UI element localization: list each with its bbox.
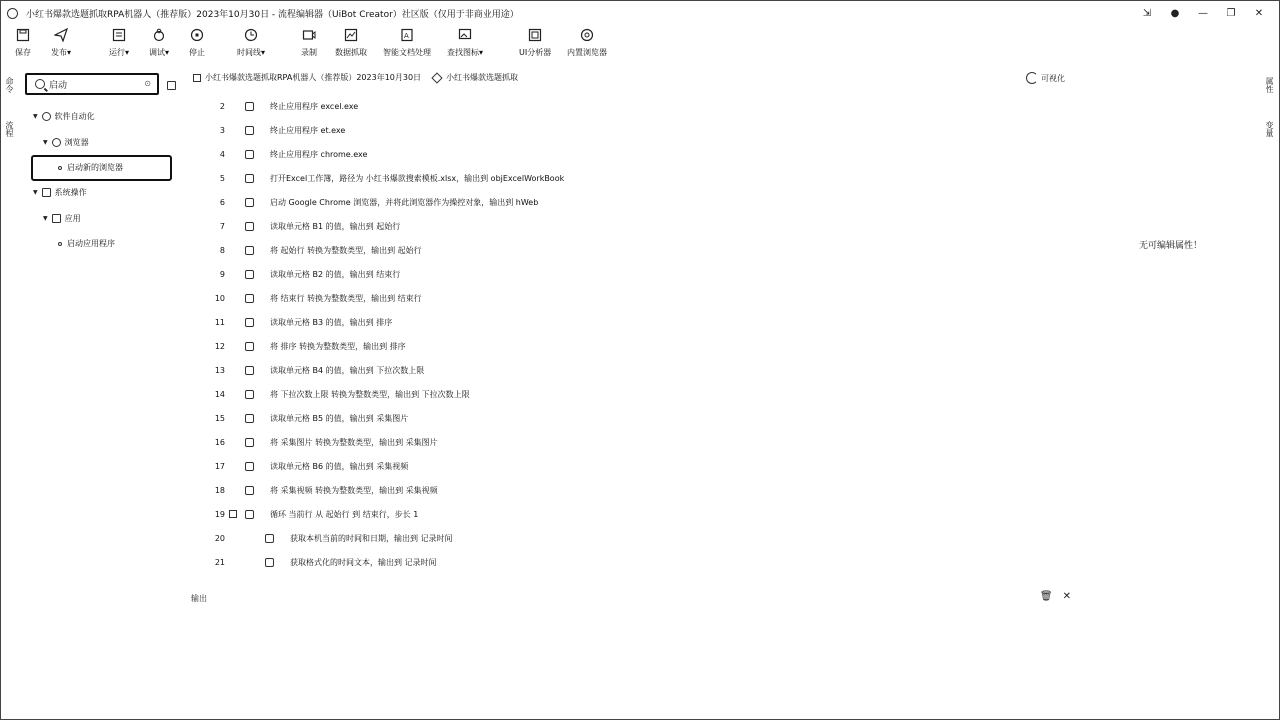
- line-number: 15: [214, 413, 225, 423]
- code-line[interactable]: [201, 146, 367, 162]
- publish-button[interactable]: 发布▾: [51, 27, 71, 58]
- debug-button[interactable]: 调试▾: [149, 27, 169, 58]
- chevron-down-icon: ▼: [33, 113, 38, 120]
- code-line[interactable]: [201, 242, 422, 258]
- line-number: 19: [214, 509, 225, 519]
- command-icon: [245, 486, 254, 495]
- tab-flow[interactable]: 流程: [5, 121, 14, 137]
- idp-button[interactable]: A 智能文档处理: [383, 27, 431, 58]
- svg-text:A: A: [404, 32, 409, 40]
- save-icon: [15, 27, 31, 43]
- line-number: 2: [219, 101, 225, 111]
- line-text: 获取格式化的时间文本，输出到 记录时间: [290, 557, 437, 567]
- line-text: 读取单元格 B3 的值，输出到 排序: [270, 317, 393, 327]
- code-line[interactable]: [201, 506, 418, 522]
- code-line[interactable]: [201, 122, 345, 138]
- code-line[interactable]: [201, 290, 422, 306]
- code-line[interactable]: [201, 338, 406, 354]
- tree-item-browser[interactable]: ▼ 浏览器: [43, 138, 89, 147]
- line-number: 12: [214, 341, 225, 351]
- line-number: 5: [219, 173, 225, 183]
- toggle-icon: [1026, 72, 1038, 84]
- command-icon: [245, 174, 254, 183]
- code-line[interactable]: [201, 410, 408, 426]
- app-logo-icon: [7, 8, 18, 19]
- command-icon: [245, 102, 254, 111]
- search-icon: [35, 79, 45, 89]
- line-text: 将 下拉次数上限 转换为整数类型，输出到 下拉次数上限: [270, 389, 470, 399]
- stop-button[interactable]: 停止: [189, 27, 205, 58]
- code-line[interactable]: [201, 434, 438, 450]
- command-icon: [245, 510, 254, 519]
- line-text: 将 结束行 转换为整数类型，输出到 结束行: [270, 293, 422, 303]
- code-line[interactable]: [201, 98, 358, 114]
- line-number: 4: [219, 149, 225, 159]
- command-icon: [245, 390, 254, 399]
- code-line[interactable]: [201, 362, 424, 378]
- command-icon: [245, 150, 254, 159]
- timeline-button[interactable]: 时间线▾: [237, 27, 265, 58]
- code-line[interactable]: [201, 314, 392, 330]
- line-text: 将 起始行 转换为整数类型，输出到 起始行: [270, 245, 422, 255]
- line-number: 16: [214, 437, 225, 447]
- window-title: 小红书爆款选题抓取RPA机器人（推荐版）2023年10月30日 - 流程编辑器（UiBot Creator）社区版（仅用于非商业用途）: [26, 9, 519, 20]
- line-number: 8: [219, 245, 225, 255]
- publish-icon: [53, 27, 69, 43]
- chevron-down-icon: ▼: [43, 215, 48, 222]
- find-image-button[interactable]: 查找图标▾: [447, 27, 483, 58]
- tree-item-launch-browser[interactable]: 启动新的浏览器: [58, 162, 123, 173]
- line-text: 将 采集视频 转换为整数类型，输出到 采集视频: [270, 485, 438, 495]
- code-line[interactable]: [201, 554, 437, 570]
- data-scrape-icon: [343, 27, 359, 43]
- code-line[interactable]: [201, 218, 400, 234]
- line-number: 13: [214, 365, 225, 375]
- command-icon: [265, 534, 274, 543]
- maximize-button[interactable]: ❐: [1226, 7, 1236, 19]
- line-number: 17: [214, 461, 225, 471]
- record-button[interactable]: 录制: [301, 27, 317, 58]
- breadcrumb-flow[interactable]: 小红书爆款选题抓取RPA机器人（推荐版）2023年10月30日: [205, 73, 422, 82]
- line-text: 终止应用程序 chrome.exe: [270, 149, 368, 159]
- chevron-down-icon: ▼: [33, 189, 38, 196]
- trash-icon[interactable]: 🗑: [1039, 591, 1053, 602]
- command-icon: [245, 342, 254, 351]
- browser-tree-icon: [52, 138, 61, 147]
- block-icon: [431, 72, 442, 83]
- line-number: 11: [214, 317, 225, 327]
- ui-analyzer-icon: [527, 27, 543, 43]
- command-icon: [245, 126, 254, 135]
- stop-icon: [189, 27, 205, 43]
- command-icon: [245, 318, 254, 327]
- help-icon[interactable]: ●: [1170, 7, 1180, 19]
- debug-icon: [151, 27, 167, 43]
- builtin-browser-button[interactable]: 内置浏览器: [567, 27, 607, 58]
- line-number: 7: [219, 221, 225, 231]
- browser-icon: [579, 27, 595, 43]
- minimize-button[interactable]: —: [1198, 7, 1208, 19]
- command-icon: [245, 462, 254, 471]
- find-image-icon: [457, 27, 473, 43]
- command-icon: [245, 270, 254, 279]
- command-icon: [245, 438, 254, 447]
- code-line[interactable]: [201, 386, 470, 402]
- command-icon: [245, 366, 254, 375]
- line-text: 读取单元格 B1 的值，输出到 起始行: [270, 221, 401, 231]
- line-number: 20: [214, 533, 225, 543]
- collapse-panel-icon[interactable]: [167, 81, 176, 90]
- line-text: 启动 Google Chrome 浏览器，并将此浏览器作为操控对象，输出到 hWeb: [270, 197, 539, 207]
- search-input[interactable]: [49, 79, 139, 89]
- line-text: 读取单元格 B2 的值，输出到 结束行: [270, 269, 401, 279]
- code-line[interactable]: [201, 194, 538, 210]
- tab-properties[interactable]: 属性: [1265, 77, 1274, 93]
- layout-icon[interactable]: ⇲: [1142, 7, 1152, 19]
- code-line[interactable]: [201, 266, 400, 282]
- code-line[interactable]: [201, 530, 453, 546]
- code-line[interactable]: [201, 458, 408, 474]
- line-text: 终止应用程序 et.exe: [270, 125, 346, 135]
- idp-icon: [399, 27, 415, 43]
- command-icon: [245, 198, 254, 207]
- ui-analyzer-button[interactable]: UI分析器: [519, 27, 551, 58]
- data-scrape-button[interactable]: 数据抓取: [335, 27, 367, 58]
- command-search: [25, 73, 159, 95]
- search-clear-icon[interactable]: ⊙: [144, 79, 151, 88]
- save-button[interactable]: 保存: [15, 27, 31, 58]
- line-text: 打开Excel工作簿，路径为 小红书爆款搜索模板.xlsx，输出到 objExcelWorkBook: [270, 173, 565, 183]
- breadcrumb-block[interactable]: 小红书爆款选题抓取: [446, 73, 519, 82]
- automation-icon: [42, 112, 51, 121]
- line-number: 10: [214, 293, 225, 303]
- close-button[interactable]: ✕: [1254, 7, 1264, 19]
- close-output-icon[interactable]: ✕: [1062, 591, 1071, 602]
- record-icon: [301, 27, 317, 43]
- line-number: 18: [214, 485, 225, 495]
- output-label: 输出: [191, 593, 207, 603]
- code-line[interactable]: [201, 482, 438, 498]
- visual-toggle[interactable]: 可视化: [1026, 72, 1065, 84]
- line-number: 21: [214, 557, 225, 567]
- command-icon: [245, 222, 254, 231]
- timeline-icon: [243, 27, 259, 43]
- flow-icon: [193, 74, 201, 82]
- tab-variables[interactable]: 变量: [1265, 121, 1274, 137]
- grid-icon: [52, 214, 61, 223]
- tree-item-application[interactable]: ▼ 应用: [43, 214, 81, 223]
- bullet-icon: [58, 166, 62, 170]
- tree-item-system-ops[interactable]: ▼ 系统操作: [33, 188, 87, 197]
- command-icon: [245, 294, 254, 303]
- line-text: 读取单元格 B4 的值，输出到 下拉次数上限: [270, 365, 425, 375]
- line-number: 3: [219, 125, 225, 135]
- breadcrumb: [193, 72, 518, 83]
- line-text: 将 采集图片 转换为整数类型，输出到 采集图片: [270, 437, 438, 447]
- tree-item-launch-app[interactable]: 启动应用程序: [58, 238, 115, 249]
- line-number: 14: [214, 389, 225, 399]
- command-icon: [265, 558, 274, 567]
- run-button[interactable]: 运行▾: [109, 27, 129, 58]
- command-icon: [245, 414, 254, 423]
- bullet-icon: [58, 242, 62, 246]
- line-text: 获取本机当前的时间和日期，输出到 记录时间: [290, 533, 453, 543]
- tree-item-software-automation[interactable]: ▼ 软件自动化: [33, 112, 95, 121]
- command-icon: [245, 246, 254, 255]
- line-text: 循环 当前行 从 起始行 到 结束行，步长 1: [270, 509, 419, 519]
- title-bar: [1, 1, 1279, 25]
- line-text: 将 排序 转换为整数类型，输出到 排序: [270, 341, 406, 351]
- line-number: 6: [219, 197, 225, 207]
- no-property-message: 无可编辑属性！: [1139, 241, 1203, 251]
- line-text: 读取单元格 B5 的值，输出到 采集图片: [270, 413, 409, 423]
- run-icon: [111, 27, 127, 43]
- tab-commands[interactable]: 命令: [5, 77, 14, 93]
- chevron-down-icon: ▼: [43, 139, 48, 146]
- code-line[interactable]: [201, 170, 564, 186]
- line-text: 读取单元格 B6 的值，输出到 采集视频: [270, 461, 409, 471]
- output-panel-header: [191, 591, 1071, 605]
- line-number: 9: [219, 269, 225, 279]
- line-text: 终止应用程序 excel.exe: [270, 101, 359, 111]
- fold-toggle-icon[interactable]: [229, 510, 237, 518]
- system-icon: [42, 188, 51, 197]
